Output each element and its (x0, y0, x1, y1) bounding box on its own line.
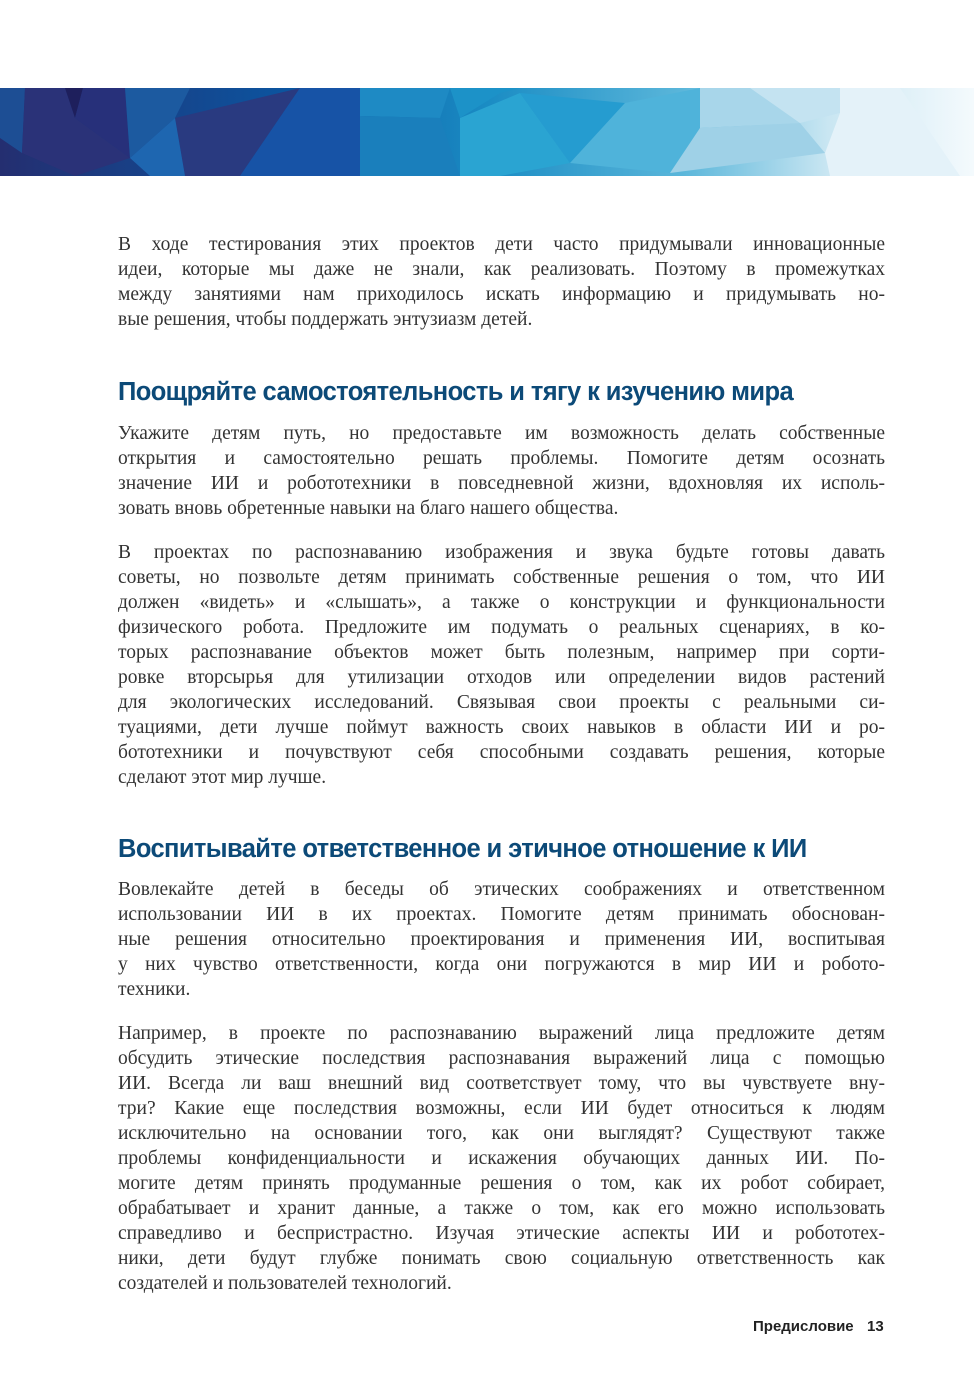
text-line: физического робота. Предложите им подумать о реальных сценариях, в ко- (118, 617, 885, 638)
text-line: для экологических исследований. Связывая свои проекты с реальными си- (118, 692, 885, 713)
text-line: проблемы конфиденциальности и искажения обучающих данных ИИ. По- (118, 1148, 885, 1169)
section-heading-independence: Поощряйте самостоятельность и тягу к изучению мира (118, 378, 794, 406)
text-line: справедливо и беспристрастно. Изучая этические аспекты ИИ и робототех- (118, 1223, 885, 1244)
text-line: торых распознавание объектов может быть полезным, например при сорти- (118, 642, 885, 663)
text-line: у них чувство ответственности, когда они погружаются в мир ИИ и робото- (118, 954, 885, 975)
text-line: Укажите детям путь, но предоставьте им возможность делать собственные (118, 423, 885, 444)
text-line: вые решения, чтобы поддержать энтузиазм детей. (118, 309, 533, 330)
text-line: использовании ИИ в их проектах. Помогите детям принимать обоснован- (118, 904, 885, 925)
text-line: создателей и пользователей технологий. (118, 1273, 452, 1294)
text-line: ники, дети будут глубже понимать свою социальную ответственность как (118, 1248, 885, 1269)
page-number: 13 (867, 1318, 884, 1335)
paragraph (118, 540, 885, 790)
text-line: могите детям принять продуманные решения о том, как их робот собирает, (118, 1173, 885, 1194)
text-line: В ходе тестирования этих проектов дети часто придумывали инновационные (118, 234, 885, 255)
text-line: советы, но позвольте детям принимать собственные решения о том, что ИИ (118, 567, 885, 588)
paragraph (118, 421, 885, 521)
text-line: открытия и самостоятельно решать проблемы. Помогите детям осознать (118, 448, 885, 469)
text-line: исключительно на основании того, как они выглядят? Существуют также (118, 1123, 885, 1144)
text-line: ИИ. Всегда ли ваш внешний вид соответствует тому, что вы чувствуете вну- (118, 1073, 885, 1094)
footer-section-title: Предисловие (753, 1318, 854, 1335)
paragraph (118, 877, 885, 1002)
paragraph (118, 1021, 885, 1296)
paragraph-intro (118, 232, 885, 332)
text-line: туациями, дети лучше поймут важность своих навыков в области ИИ и ро- (118, 717, 885, 738)
text-line: обсудить этические последствия распознавания выражений лица с помощью (118, 1048, 885, 1069)
text-line: бототехники и почувствуют себя способными создавать решения, которые (118, 742, 885, 763)
text-line: ровке вторсырья для утилизации отходов или определении видов растений (118, 667, 885, 688)
text-line: между занятиями нам приходилось искать информацию и придумывать но- (118, 284, 885, 305)
header-banner (0, 88, 974, 176)
text-line: техники. (118, 979, 191, 1000)
text-line: значение ИИ и робототехники в повседневной жизни, вдохновляя их исполь- (118, 473, 885, 494)
text-line: ные решения относительно проектирования и применения ИИ, воспитывая (118, 929, 885, 950)
section-heading-ethics: Воспитывайте ответственное и этичное отношение к ИИ (118, 835, 807, 863)
text-line: идеи, которые мы даже не знали, как реализовать. Поэтому в промежутках (118, 259, 885, 280)
text-line: сделают этот мир лучше. (118, 767, 327, 788)
text-line: Вовлекайте детей в беседы об этических соображениях и ответственном (118, 879, 885, 900)
text-line: Например, в проекте по распознаванию выражений лица предложите детям (118, 1023, 885, 1044)
text-line: В проектах по распознаванию изображения и звука будьте готовы давать (118, 542, 885, 563)
text-line: обрабатывает и хранит данные, а также о том, как его можно использовать (118, 1198, 885, 1219)
text-line: зовать вновь обретенные навыки на благо нашего общества. (118, 498, 619, 519)
text-line: должен «видеть» и «слышать», а также о конструкции и функциональности (118, 592, 885, 613)
text-line: три? Какие еще последствия возможны, если ИИ будет относиться к людям (118, 1098, 885, 1119)
